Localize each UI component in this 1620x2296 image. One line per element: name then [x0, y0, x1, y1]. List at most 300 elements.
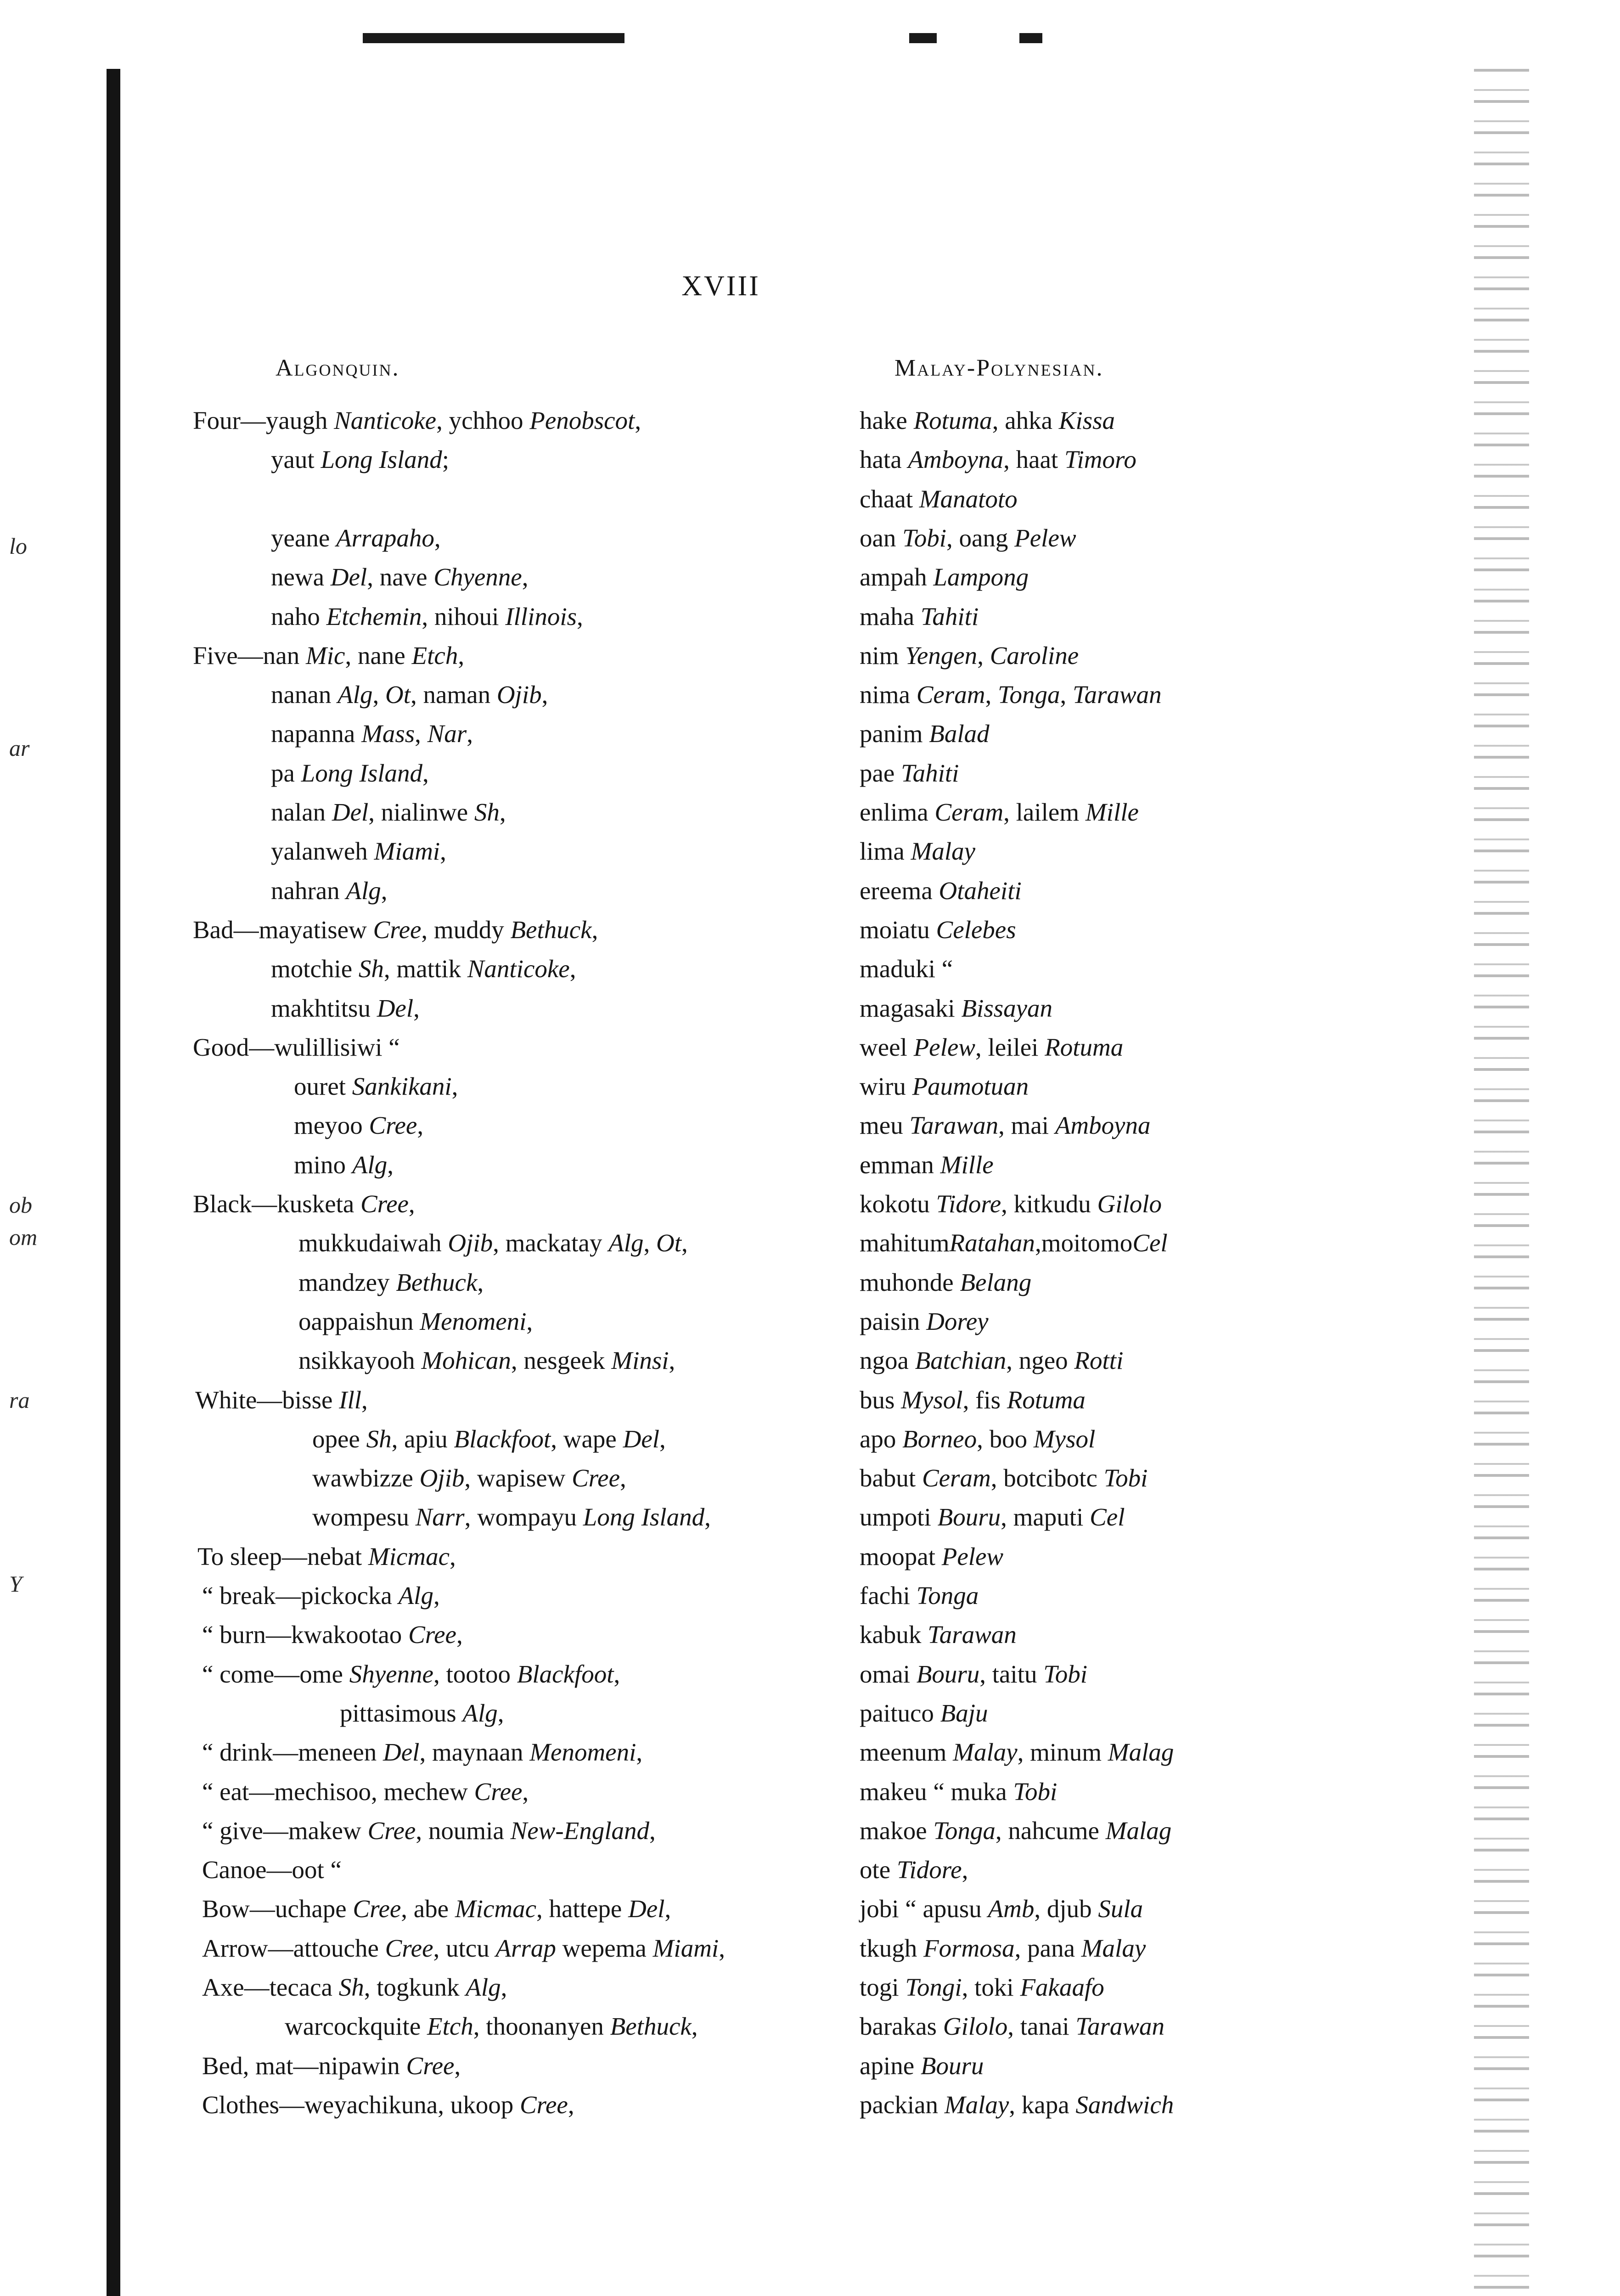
source-language-name: Minsi [611, 1346, 669, 1374]
word-text: , [635, 406, 641, 434]
malay-polynesian-entry [860, 564, 1029, 590]
word-text: nahran [271, 877, 346, 905]
word-text: , [526, 1307, 533, 1335]
malay-polynesian-entry [860, 878, 1022, 903]
word-text: pa [271, 759, 301, 787]
word-text: , botcibotc [990, 1464, 1104, 1492]
word-text: hake [860, 406, 914, 434]
source-language-name: Cree [373, 916, 422, 944]
word-text: , [568, 2091, 574, 2119]
word-text: makeu “ muka [860, 1778, 1013, 1806]
source-language-name: Amb [988, 1895, 1035, 1923]
source-language-name: Del [623, 1425, 660, 1453]
malay-polynesian-entry [860, 1975, 1104, 2000]
source-language-name: Lampong [933, 563, 1029, 591]
word-text: , mattik [383, 955, 467, 983]
word-text: yalanweh [271, 837, 374, 865]
algonquin-entry [202, 2092, 574, 2117]
malay-polynesian-entry [860, 2092, 1174, 2117]
word-text: ereema [860, 877, 939, 905]
word-text: lima [860, 837, 911, 865]
word-text: oan [860, 524, 903, 552]
source-language-name: Mic [305, 642, 345, 670]
source-language-name: Cree [519, 2091, 568, 2119]
malay-polynesian-entry [860, 1152, 994, 1177]
malay-polynesian-entry [860, 1818, 1171, 1843]
word-text: mukkudaiwah [298, 1229, 448, 1257]
word-text: mino [294, 1151, 352, 1179]
word-text: “ eat—mechisoo, mechew [202, 1778, 474, 1806]
source-language-name: Yengen [905, 642, 978, 670]
word-text: , [691, 2012, 698, 2040]
source-language-name: Tidore [936, 1190, 1001, 1218]
word-text: , [962, 1856, 968, 1884]
word-text: , ychhoo [436, 406, 530, 434]
source-language-name: Bouru [920, 2052, 984, 2080]
source-language-name: Tonga [933, 1817, 996, 1845]
malay-polynesian-entry [860, 1857, 968, 1882]
algonquin-entry [294, 1113, 423, 1138]
source-language-name: Manatoto [919, 485, 1018, 513]
source-language-name: Gilolo [1097, 1190, 1162, 1218]
source-language-name: Sula [1098, 1895, 1143, 1923]
source-language-name: Alg [466, 1973, 501, 2001]
word-text: motchie [271, 955, 359, 983]
source-language-name: Sh [366, 1425, 392, 1453]
source-language-name: Tarawan [1075, 2012, 1165, 2040]
algonquin-entry [271, 799, 506, 825]
right-scan-edge [1474, 60, 1529, 2296]
word-text: apo [860, 1425, 903, 1453]
source-language-name: Tobi [1043, 1660, 1088, 1688]
algonquin-entry [271, 604, 583, 629]
source-language-name: Ceram [934, 798, 1004, 826]
source-language-name: Balad [929, 720, 990, 748]
algonquin-entry [271, 447, 449, 472]
source-language-name: Long Island [321, 445, 442, 473]
source-language-name: Tobi [1013, 1778, 1058, 1806]
source-language-name: Kissa [1058, 406, 1115, 434]
malay-polynesian-entry [860, 486, 1018, 512]
malay-polynesian-entry [860, 1739, 1174, 1765]
source-language-name: Cree [408, 1621, 456, 1649]
malay-polynesian-entry [860, 917, 1016, 942]
algonquin-entry [271, 838, 446, 864]
word-text: naho [271, 602, 326, 630]
word-text: , ngeo [1006, 1346, 1074, 1374]
word-text: napanna [271, 720, 361, 748]
word-text: , nahcume [995, 1817, 1106, 1845]
word-text: ouret [294, 1072, 352, 1100]
word-text: tkugh [860, 1934, 924, 1962]
malay-polynesian-entry [860, 682, 1162, 707]
source-language-name: Bouru [937, 1503, 1001, 1531]
margin-fragment: ob [9, 1192, 32, 1218]
page-number: XVIII [681, 270, 760, 302]
source-language-name: Celebes [936, 916, 1016, 944]
word-text: , mai [998, 1111, 1055, 1139]
word-text: , [454, 2052, 461, 2080]
source-language-name: Timoro [1064, 445, 1136, 473]
malay-polynesian-entry [860, 838, 975, 864]
source-language-name: Sh [358, 955, 384, 983]
algonquin-entry [202, 1583, 440, 1608]
word-text: , maputi [1001, 1503, 1090, 1531]
source-language-name: Malay [911, 837, 976, 865]
word-text: enlima [860, 798, 935, 826]
word-text: omai [860, 1660, 917, 1688]
source-language-name: Tidore [896, 1856, 962, 1884]
source-language-name: Sankikani [352, 1072, 452, 1100]
margin-fragment: lo [9, 533, 27, 559]
top-scan-mark [909, 33, 937, 43]
source-language-name: Tarawan [909, 1111, 999, 1139]
word-text: , [467, 720, 473, 748]
source-language-name: Baju [940, 1699, 988, 1727]
algonquin-entry [271, 760, 429, 786]
algonquin-entry [271, 564, 528, 590]
word-text: weel [860, 1033, 914, 1061]
word-text: , fis [962, 1386, 1007, 1414]
word-text: nalan [271, 798, 332, 826]
source-language-name: Otaheiti [939, 877, 1022, 905]
source-language-name: Formosa [923, 1934, 1015, 1962]
malay-polynesian-entry [860, 2053, 984, 2078]
word-text: wepema [556, 1934, 653, 1962]
word-text: , [541, 681, 548, 709]
source-language-name: Bethuck [510, 916, 592, 944]
source-language-name: Bethuck [610, 2012, 692, 2040]
word-text: , nesgeek [511, 1346, 612, 1374]
malay-polynesian-entry [860, 643, 1079, 668]
source-language-name: Cree [406, 2052, 455, 2080]
source-language-name: Alg [398, 1581, 433, 1609]
word-text: , haat [1003, 445, 1064, 473]
word-text: , leilei [975, 1033, 1045, 1061]
source-language-name: Ot [385, 681, 411, 709]
word-text: , thoonanyen [473, 2012, 610, 2040]
source-language-name: Cree [385, 1934, 433, 1962]
algonquin-entry [193, 917, 598, 942]
word-text: , [372, 681, 385, 709]
word-text: , kapa [1009, 2091, 1076, 2119]
malay-polynesian-entry [860, 956, 953, 981]
word-text: kabuk [860, 1621, 928, 1649]
source-language-name: Bouru [916, 1660, 980, 1688]
word-text: paisin [860, 1307, 927, 1335]
source-language-name: Rotuma [1045, 1033, 1124, 1061]
word-text: , [619, 1464, 626, 1492]
source-language-name: Menomeni [529, 1738, 636, 1766]
source-language-name: Tahiti [901, 759, 959, 787]
word-text: , [681, 1229, 688, 1257]
source-language-name: Cree [353, 1895, 401, 1923]
source-language-name: Nar [427, 720, 467, 748]
word-text: , [415, 720, 428, 748]
margin-fragment: om [9, 1224, 38, 1250]
left-column-heading: Algonquin. [276, 355, 400, 381]
word-text: Black—kusketa [193, 1190, 361, 1218]
source-language-name: Cree [369, 1111, 417, 1139]
word-text: wiru [860, 1072, 912, 1100]
word-text: moopat [860, 1542, 942, 1570]
malay-polynesian-entry [860, 1661, 1087, 1687]
word-text: , [497, 1699, 504, 1727]
source-language-name: Pelew [1014, 524, 1076, 552]
word-text: , abe [401, 1895, 455, 1923]
source-language-name: Alg [462, 1699, 498, 1727]
word-text: , [522, 1778, 529, 1806]
source-language-name: Ot [656, 1229, 681, 1257]
word-text: “ drink—meneen [202, 1738, 383, 1766]
source-language-name: Tongi [905, 1973, 962, 2001]
source-language-name: Ratahan [949, 1229, 1035, 1257]
source-language-name: Paumotuan [912, 1072, 1029, 1100]
word-text: fachi [860, 1581, 917, 1609]
source-language-name: Amboyna [1055, 1111, 1151, 1139]
source-language-name: Sh [474, 798, 500, 826]
source-language-name: Del [377, 994, 414, 1022]
margin-fragment: Y [9, 1571, 22, 1597]
word-text: , apiu [391, 1425, 454, 1453]
word-text: Bow—uchape [202, 1895, 353, 1923]
word-text: , [458, 642, 465, 670]
source-language-name: Long Island [301, 759, 423, 787]
word-text: mandzey [298, 1268, 396, 1296]
algonquin-entry [202, 1896, 671, 1921]
source-language-name: Mysol [1033, 1425, 1096, 1453]
word-text: , ahka [992, 406, 1059, 434]
source-language-name: Blackfoot [454, 1425, 551, 1453]
source-language-name: Etch [427, 2012, 473, 2040]
source-language-name: Bissayan [961, 994, 1053, 1022]
word-text: ote [860, 1856, 897, 1884]
word-text: To sleep—nebat [197, 1542, 368, 1570]
word-text: , [719, 1934, 725, 1962]
binding-rule [107, 69, 120, 2296]
word-text: warcockquite [285, 2012, 427, 2040]
word-text: , [408, 1190, 415, 1218]
source-language-name: New-England [510, 1817, 650, 1845]
word-text: ampah [860, 563, 934, 591]
word-text: togi [860, 1973, 906, 2001]
algonquin-entry [312, 1465, 626, 1491]
word-text: ngoa [860, 1346, 915, 1374]
malay-polynesian-entry [860, 1270, 1031, 1295]
word-text: wompesu [312, 1503, 416, 1531]
word-text: Arrow—attouche [202, 1934, 385, 1962]
word-text: , [977, 642, 990, 670]
word-text: muhonde [860, 1268, 960, 1296]
malay-polynesian-entry [860, 1465, 1148, 1491]
source-language-name: Arrap [495, 1934, 556, 1962]
source-language-name: Malay [953, 1738, 1018, 1766]
source-language-name: Tarawan [928, 1621, 1017, 1649]
malay-polynesian-entry [860, 1387, 1086, 1412]
word-text: , tanai [1007, 2012, 1076, 2040]
word-text: , [659, 1425, 666, 1453]
word-text: newa [271, 563, 331, 591]
algonquin-entry [202, 2053, 461, 2078]
word-text: , [456, 1621, 463, 1649]
source-language-name: Ojib [448, 1229, 493, 1257]
word-text: , [643, 1229, 656, 1257]
source-language-name: Rotti [1074, 1346, 1124, 1374]
word-text: Bad—mayatisew [193, 916, 373, 944]
word-text: nim [860, 642, 906, 670]
algonquin-entry [298, 1230, 688, 1255]
word-text: , [422, 759, 429, 787]
word-text: barakas [860, 2012, 943, 2040]
algonquin-entry [202, 1661, 620, 1687]
source-language-name: Chyenne [433, 563, 522, 591]
algonquin-entry [294, 1074, 458, 1099]
word-text: , nihoui [422, 602, 506, 630]
word-text: oappaishun [298, 1307, 420, 1335]
word-text: , hattepe [536, 1895, 629, 1923]
word-text: , nave [367, 563, 434, 591]
algonquin-entry [202, 1936, 725, 1961]
source-language-name: Cel [1132, 1229, 1168, 1257]
algonquin-entry [202, 1818, 656, 1843]
word-text: pittasimous [340, 1699, 463, 1727]
algonquin-entry [202, 1622, 463, 1647]
word-text: meenum [860, 1738, 953, 1766]
source-language-name: Mille [1085, 798, 1139, 826]
malay-polynesian-entry [860, 1504, 1125, 1530]
word-text: hata [860, 445, 908, 473]
algonquin-entry [298, 1348, 675, 1373]
word-text: , [591, 916, 598, 944]
word-text: bus [860, 1386, 901, 1414]
word-text: wawbizze [312, 1464, 420, 1492]
source-language-name: Mohican [421, 1346, 511, 1374]
word-text: “ burn—kwakootao [202, 1621, 409, 1649]
word-text: , [451, 1072, 458, 1100]
malay-polynesian-entry [860, 1191, 1162, 1216]
source-language-name: Malay [944, 2091, 1009, 2119]
word-text: , [450, 1542, 456, 1570]
source-language-name: Rotuma [913, 406, 992, 434]
source-language-name: Blackfoot [517, 1660, 614, 1688]
word-text: meyoo [294, 1111, 369, 1139]
algonquin-entry [294, 1152, 394, 1177]
algonquin-entry [298, 1270, 484, 1295]
algonquin-entry [271, 996, 420, 1021]
top-scan-mark [1019, 33, 1042, 43]
word-text: White—bisse [195, 1386, 339, 1414]
malay-polynesian-entry [860, 1074, 1029, 1099]
word-text: , [577, 602, 583, 630]
word-text: , [649, 1817, 656, 1845]
word-text: , wapisew [464, 1464, 572, 1492]
margin-fragment: ar [9, 735, 30, 761]
source-language-name: Dorey [926, 1307, 989, 1335]
source-language-name: Del [628, 1895, 665, 1923]
word-text: , utcu [433, 1934, 496, 1962]
source-language-name: Tonga [916, 1581, 979, 1609]
source-language-name: Malag [1105, 1817, 1172, 1845]
word-text: , [434, 524, 441, 552]
algonquin-entry [193, 408, 641, 433]
word-text: moiatu [860, 916, 936, 944]
source-language-name: Ojib [419, 1464, 465, 1492]
word-text: ,moitomo [1035, 1229, 1133, 1257]
word-text: , mackatay [493, 1229, 609, 1257]
source-language-name: Alg [608, 1229, 644, 1257]
source-language-name: Amboyna [908, 445, 1004, 473]
source-language-name: Caroline [990, 642, 1079, 670]
word-text: nima [860, 681, 917, 709]
source-language-name: Ceram [916, 681, 985, 709]
word-text: , [1060, 681, 1073, 709]
algonquin-entry [202, 1739, 642, 1765]
source-language-name: Tahiti [920, 602, 979, 630]
word-text: nsikkayooh [298, 1346, 422, 1374]
source-language-name: Alg [352, 1151, 388, 1179]
malay-polynesian-entry [860, 1544, 1003, 1569]
malay-polynesian-entry [860, 721, 990, 746]
word-text: Canoe—oot “ [202, 1856, 342, 1884]
source-language-name: Borneo [902, 1425, 977, 1453]
word-text: , [499, 798, 506, 826]
malay-polynesian-entry [860, 525, 1076, 551]
word-text: , tootoo [433, 1660, 517, 1688]
algonquin-entry [271, 721, 473, 746]
algonquin-entry [271, 525, 441, 551]
word-text: , [361, 1386, 368, 1414]
word-text: , [440, 837, 446, 865]
word-text: , djub [1034, 1895, 1098, 1923]
source-language-name: Cel [1090, 1503, 1125, 1531]
algonquin-entry [202, 1857, 342, 1882]
algonquin-entry [193, 643, 464, 668]
word-text: Clothes—weyachikuna, ukoop [202, 2091, 520, 2119]
word-text: paituco [860, 1699, 940, 1727]
word-text: nanan [271, 681, 338, 709]
source-language-name: Micmac [368, 1542, 450, 1570]
word-text: , [636, 1738, 643, 1766]
source-language-name: Belang [960, 1268, 1032, 1296]
source-language-name: Mille [940, 1151, 994, 1179]
source-language-name: Cree [474, 1778, 523, 1806]
word-text: , [985, 681, 998, 709]
word-text: , [381, 877, 388, 905]
right-column-heading: Malay-Polynesian. [894, 355, 1104, 381]
algonquin-entry [312, 1426, 666, 1452]
source-language-name: Tobi [1103, 1464, 1148, 1492]
source-language-name: Malay [1081, 1934, 1146, 1962]
source-language-name: Rotuma [1007, 1386, 1086, 1414]
word-text: panim [860, 720, 929, 748]
malay-polynesian-entry [860, 1309, 989, 1334]
source-language-name: Shyenne [349, 1660, 433, 1688]
word-text: , kitkudu [1001, 1190, 1097, 1218]
word-text: Bed, mat—nipawin [202, 2052, 406, 2080]
source-language-name: Penobscot [529, 406, 635, 434]
word-text: , wape [551, 1425, 623, 1453]
word-text: ; [442, 445, 450, 473]
algonquin-entry [298, 1309, 533, 1334]
margin-fragment: ra [9, 1387, 30, 1413]
malay-polynesian-entry [860, 1936, 1146, 1961]
source-language-name: Cree [367, 1817, 416, 1845]
algonquin-entry [193, 1191, 415, 1216]
word-text: Four—yaugh [193, 406, 334, 434]
word-text: , toki [962, 1973, 1020, 2001]
algonquin-entry [312, 1504, 711, 1530]
source-language-name: Cree [360, 1190, 409, 1218]
